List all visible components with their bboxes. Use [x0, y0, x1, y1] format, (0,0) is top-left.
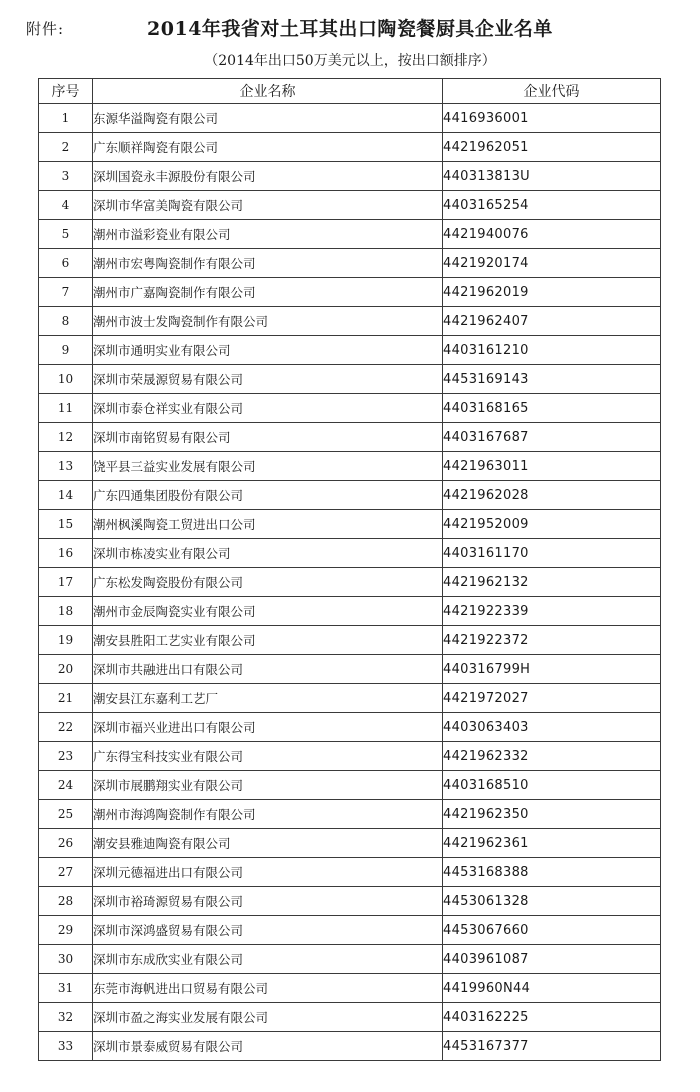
- enterprise-name: 深圳市栋凌实业有限公司: [93, 539, 443, 568]
- enterprise-code: 4453169143: [443, 365, 661, 394]
- enterprise-name: 东莞市海帆进出口贸易有限公司: [93, 974, 443, 1003]
- table-row: [39, 481, 661, 510]
- enterprise-code: 440313813U: [443, 162, 661, 191]
- table-row: [39, 945, 661, 974]
- table-row: [39, 133, 661, 162]
- enterprise-code: 4453067660: [443, 916, 661, 945]
- enterprise-name: 深圳市南铭贸易有限公司: [93, 423, 443, 452]
- enterprise-code: 4421962051: [443, 133, 661, 162]
- row-index: 3: [39, 162, 93, 191]
- row-index: 22: [39, 713, 93, 742]
- enterprise-name: 潮州市溢彩瓷业有限公司: [93, 220, 443, 249]
- column-header-name: 企业名称: [93, 79, 443, 104]
- table-row: [39, 1003, 661, 1032]
- table-row: [39, 829, 661, 858]
- enterprise-name: 深圳国瓷永丰源股份有限公司: [93, 162, 443, 191]
- enterprise-code: 4403168510: [443, 771, 661, 800]
- enterprise-code: 4453167377: [443, 1032, 661, 1061]
- enterprise-name: 潮州市宏粤陶瓷制作有限公司: [93, 249, 443, 278]
- row-index: 19: [39, 626, 93, 655]
- enterprise-code: 4421952009: [443, 510, 661, 539]
- enterprise-code: 4403162225: [443, 1003, 661, 1032]
- table-row: [39, 771, 661, 800]
- table-row: [39, 510, 661, 539]
- table-row: [39, 452, 661, 481]
- table-row: [39, 684, 661, 713]
- table-header-row: [39, 79, 661, 104]
- enterprise-name: 广东得宝科技实业有限公司: [93, 742, 443, 771]
- column-header-index: 序号: [39, 79, 93, 104]
- table-row: [39, 858, 661, 887]
- row-index: 27: [39, 858, 93, 887]
- table-row: [39, 800, 661, 829]
- enterprise-code: 4421962019: [443, 278, 661, 307]
- table-row: [39, 162, 661, 191]
- table-row: [39, 249, 661, 278]
- enterprise-name: 深圳市深鸿盛贸易有限公司: [93, 916, 443, 945]
- row-index: 21: [39, 684, 93, 713]
- enterprise-code: 4421920174: [443, 249, 661, 278]
- row-index: 5: [39, 220, 93, 249]
- row-index: 28: [39, 887, 93, 916]
- enterprise-code: 440316799H: [443, 655, 661, 684]
- enterprise-name: 潮州市海鸿陶瓷制作有限公司: [93, 800, 443, 829]
- column-header-code: 企业代码: [443, 79, 661, 104]
- enterprise-code: 4453061328: [443, 887, 661, 916]
- enterprise-code: 4421922339: [443, 597, 661, 626]
- table-row: [39, 626, 661, 655]
- enterprise-code: 4421962332: [443, 742, 661, 771]
- enterprise-code: 4421962028: [443, 481, 661, 510]
- table-row: [39, 655, 661, 684]
- enterprise-code: 4403167687: [443, 423, 661, 452]
- row-index: 1: [39, 104, 93, 133]
- enterprise-code: 4403961087: [443, 945, 661, 974]
- row-index: 4: [39, 191, 93, 220]
- enterprise-code: 4421962350: [443, 800, 661, 829]
- enterprise-name: 深圳市泰仓祥实业有限公司: [93, 394, 443, 423]
- table-row: [39, 336, 661, 365]
- table-row: [39, 539, 661, 568]
- enterprise-name: 广东松发陶瓷股份有限公司: [93, 568, 443, 597]
- table-row: [39, 307, 661, 336]
- table-row: [39, 365, 661, 394]
- enterprise-name: 潮州市波士发陶瓷制作有限公司: [93, 307, 443, 336]
- table-row: [39, 742, 661, 771]
- enterprise-code: 4416936001: [443, 104, 661, 133]
- enterprise-name: 深圳市荣晟源贸易有限公司: [93, 365, 443, 394]
- table-row: [39, 916, 661, 945]
- enterprise-name: 深圳市华富美陶瓷有限公司: [93, 191, 443, 220]
- enterprise-code: 4403161210: [443, 336, 661, 365]
- table-row: [39, 887, 661, 916]
- row-index: 29: [39, 916, 93, 945]
- row-index: 12: [39, 423, 93, 452]
- enterprise-code: 4403165254: [443, 191, 661, 220]
- table-row: [39, 104, 661, 133]
- enterprise-code: 4419960N44: [443, 974, 661, 1003]
- row-index: 7: [39, 278, 93, 307]
- row-index: 17: [39, 568, 93, 597]
- table-row: [39, 1032, 661, 1061]
- enterprise-code: 4421972027: [443, 684, 661, 713]
- enterprise-table: [38, 78, 661, 1061]
- document-subtitle: （2014年出口50万美元以上，按出口额排序）: [204, 53, 496, 69]
- row-index: 11: [39, 394, 93, 423]
- enterprise-code: 4421962361: [443, 829, 661, 858]
- row-index: 23: [39, 742, 93, 771]
- enterprise-code: 4421962407: [443, 307, 661, 336]
- enterprise-code: 4421963011: [443, 452, 661, 481]
- enterprise-code: 4403063403: [443, 713, 661, 742]
- enterprise-name: 饶平县三益实业发展有限公司: [93, 452, 443, 481]
- enterprise-name: 深圳市福兴业进出口有限公司: [93, 713, 443, 742]
- row-index: 18: [39, 597, 93, 626]
- table-row: [39, 713, 661, 742]
- row-index: 10: [39, 365, 93, 394]
- row-index: 15: [39, 510, 93, 539]
- enterprise-name: 深圳市景泰威贸易有限公司: [93, 1032, 443, 1061]
- row-index: 32: [39, 1003, 93, 1032]
- table-body: [39, 104, 661, 1061]
- enterprise-code: 4421922372: [443, 626, 661, 655]
- row-index: 26: [39, 829, 93, 858]
- row-index: 31: [39, 974, 93, 1003]
- enterprise-name: 深圳市盈之海实业发展有限公司: [93, 1003, 443, 1032]
- enterprise-name: 东源华溢陶瓷有限公司: [93, 104, 443, 133]
- enterprise-name: 潮安县江东嘉利工艺厂: [93, 684, 443, 713]
- enterprise-name: 潮州市金辰陶瓷实业有限公司: [93, 597, 443, 626]
- enterprise-name: 潮州市广嘉陶瓷制作有限公司: [93, 278, 443, 307]
- table-row: [39, 568, 661, 597]
- enterprise-code: 4421940076: [443, 220, 661, 249]
- row-index: 9: [39, 336, 93, 365]
- enterprise-name: 深圳市展鹏翔实业有限公司: [93, 771, 443, 800]
- document-title: 2014年我省对土耳其出口陶瓷餐厨具企业名单: [147, 18, 553, 40]
- enterprise-name: 深圳市通明实业有限公司: [93, 336, 443, 365]
- enterprise-name: 深圳元德福进出口有限公司: [93, 858, 443, 887]
- row-index: 16: [39, 539, 93, 568]
- enterprise-code: 4453168388: [443, 858, 661, 887]
- table-row: [39, 597, 661, 626]
- enterprise-name: 深圳市东成欣实业有限公司: [93, 945, 443, 974]
- enterprise-code: 4421962132: [443, 568, 661, 597]
- enterprise-name: 潮安县胜阳工艺实业有限公司: [93, 626, 443, 655]
- row-index: 14: [39, 481, 93, 510]
- row-index: 25: [39, 800, 93, 829]
- enterprise-name: 深圳市共融进出口有限公司: [93, 655, 443, 684]
- row-index: 2: [39, 133, 93, 162]
- table-row: [39, 191, 661, 220]
- enterprise-name: 深圳市裕琦源贸易有限公司: [93, 887, 443, 916]
- row-index: 33: [39, 1032, 93, 1061]
- row-index: 13: [39, 452, 93, 481]
- enterprise-name: 潮州枫溪陶瓷工贸进出口公司: [93, 510, 443, 539]
- row-index: 20: [39, 655, 93, 684]
- row-index: 8: [39, 307, 93, 336]
- table-row: [39, 394, 661, 423]
- enterprise-code: 4403161170: [443, 539, 661, 568]
- enterprise-name: 广东四通集团股份有限公司: [93, 481, 443, 510]
- row-index: 24: [39, 771, 93, 800]
- table-row: [39, 423, 661, 452]
- enterprise-code: 4403168165: [443, 394, 661, 423]
- enterprise-name: 潮安县雅迪陶瓷有限公司: [93, 829, 443, 858]
- row-index: 30: [39, 945, 93, 974]
- table-row: [39, 278, 661, 307]
- enterprise-name: 广东顺祥陶瓷有限公司: [93, 133, 443, 162]
- attachment-label: 附件:: [26, 20, 65, 38]
- table-row: [39, 974, 661, 1003]
- table-row: [39, 220, 661, 249]
- row-index: 6: [39, 249, 93, 278]
